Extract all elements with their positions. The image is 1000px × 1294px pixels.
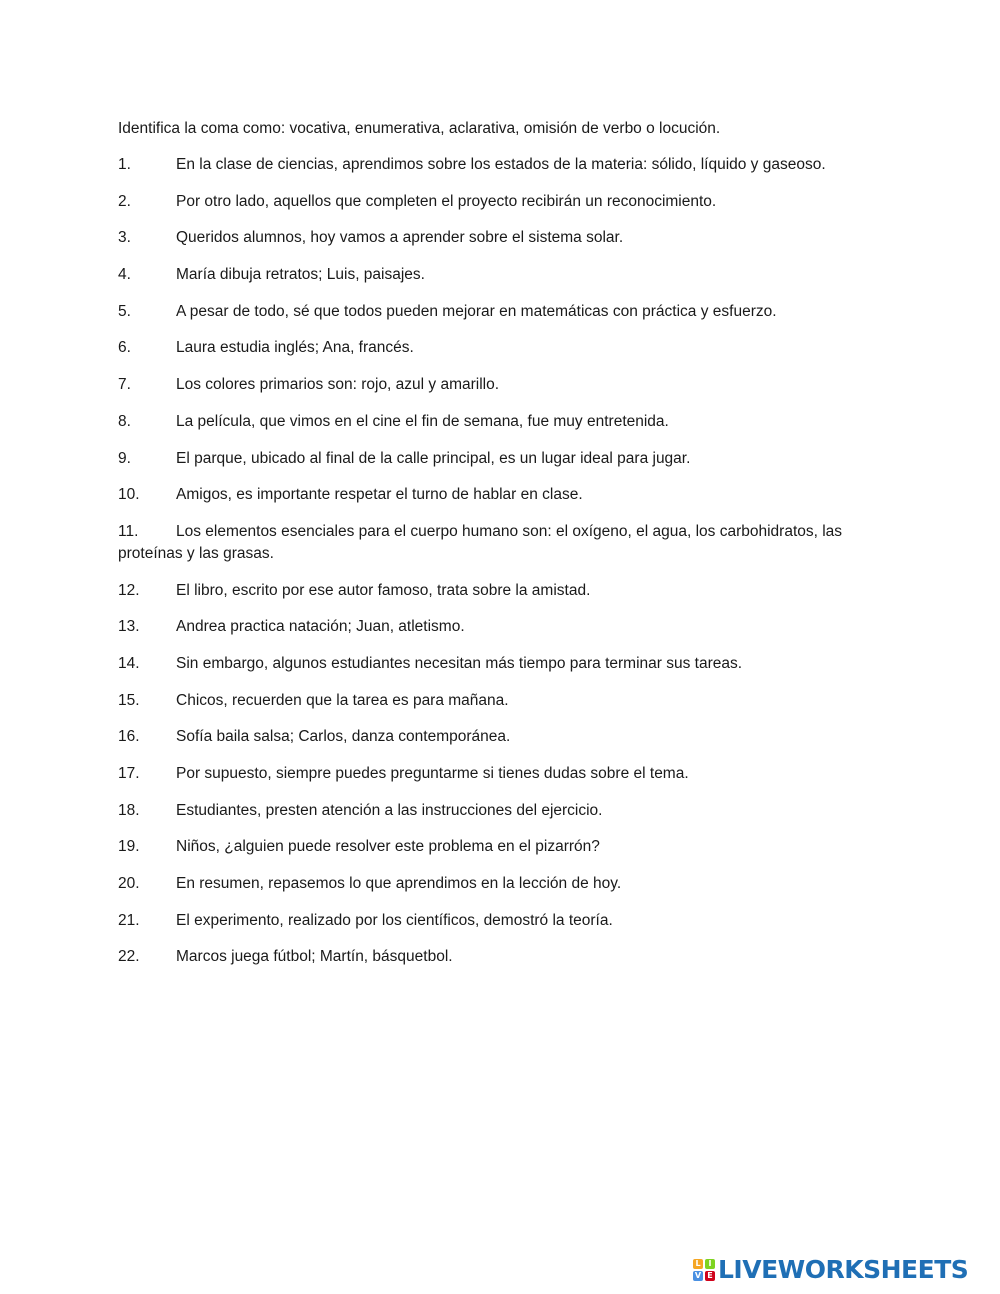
exercise-number: 22.: [118, 948, 140, 966]
exercise-number: 18.: [118, 801, 140, 819]
exercise-sentence: Marcos juega fútbol; Martín, básquetbol.: [176, 948, 453, 966]
exercise-number: 20.: [118, 875, 140, 893]
exercise-sentence: La película, que vimos en el cine el fin de semana, fue muy entretenida.: [176, 412, 669, 430]
logo-mark-cell: I: [705, 1259, 715, 1269]
exercise-number: 15.: [118, 691, 140, 709]
exercise-item: [118, 154, 888, 176]
exercise-number: 11.: [118, 522, 139, 540]
exercise-number: 13.: [118, 618, 140, 636]
exercise-item: [118, 411, 888, 433]
logo-text: LIVEWORKSHEETS: [718, 1255, 969, 1284]
exercise-sentence: El libro, escrito por ese autor famoso, trata sobre la amistad.: [176, 581, 591, 599]
exercise-sentence: Chicos, recuerden que la tarea es para mañana.: [176, 691, 509, 709]
worksheet-page: [118, 118, 888, 983]
exercise-sentence: El parque, ubicado al final de la calle principal, es un lugar ideal para jugar.: [176, 449, 691, 467]
exercise-sentence: En resumen, repasemos lo que aprendimos en la lección de hoy.: [176, 875, 622, 893]
exercise-number: 14.: [118, 654, 140, 672]
exercise-number: 12.: [118, 581, 140, 599]
exercise-item: [118, 616, 888, 638]
exercise-item: [118, 690, 888, 712]
exercise-item: [118, 227, 888, 249]
exercise-number: 1.: [118, 156, 131, 173]
exercise-item: [118, 337, 888, 359]
exercise-sentence: Sin embargo, algunos estudiantes necesitan más tiempo para terminar sus tareas.: [176, 654, 743, 672]
exercise-item: [118, 946, 888, 968]
exercise-number: 9.: [118, 449, 131, 467]
exercise-item: [118, 653, 888, 675]
exercise-number: 19.: [118, 838, 140, 856]
exercise-number: 21.: [118, 911, 140, 929]
exercise-item: [118, 374, 888, 396]
logo-mark-icon: [693, 1259, 715, 1281]
exercise-number: 16.: [118, 728, 140, 746]
exercise-item: [118, 580, 888, 602]
instruction-text: Identifica la coma como: vocativa, enumerativa, aclarativa, omisión de verbo o locución.: [118, 120, 721, 137]
logo-mark-cell: E: [705, 1271, 715, 1281]
exercise-sentence: Estudiantes, presten atención a las instrucciones del ejercicio.: [176, 801, 603, 819]
exercise-sentence: Queridos alumnos, hoy vamos a aprender sobre el sistema solar.: [176, 229, 624, 247]
exercise-item: [118, 763, 888, 785]
exercise-number: 10.: [118, 486, 140, 504]
exercise-sentence: Andrea practica natación; Juan, atletismo.: [176, 618, 465, 636]
exercise-number: 2.: [118, 192, 131, 210]
exercise-sentence: Los colores primarios son: rojo, azul y amarillo.: [176, 376, 500, 394]
exercise-item: [118, 910, 888, 932]
exercise-sentence: En la clase de ciencias, aprendimos sobre los estados de la materia: sólido, líquido y gaseoso.: [176, 156, 826, 173]
exercise-sentence: Por supuesto, siempre puedes preguntarme si tienes dudas sobre el tema.: [176, 765, 689, 782]
exercise-number: 4.: [118, 266, 131, 284]
exercise-item: [118, 836, 888, 858]
exercise-sentence: Sofía baila salsa; Carlos, danza contemporánea.: [176, 728, 511, 746]
exercise-number: 6.: [118, 339, 131, 357]
exercise-number: 8.: [118, 412, 131, 430]
exercise-item: [118, 800, 888, 822]
exercise-number: 3.: [118, 229, 131, 247]
exercise-item: [118, 726, 888, 748]
exercise-item: [118, 484, 888, 506]
exercise-item: [118, 191, 888, 213]
exercise-item: [118, 873, 888, 895]
exercise-sentence: Por otro lado, aquellos que completen el proyecto recibirán un reconocimiento.: [176, 192, 717, 210]
exercise-list: [118, 154, 888, 968]
exercise-sentence: Laura estudia inglés; Ana, francés.: [176, 339, 414, 357]
liveworksheets-logo: [693, 1256, 968, 1284]
exercise-sentence: Amigos, es importante respetar el turno de hablar en clase.: [176, 486, 583, 504]
exercise-sentence: María dibuja retratos; Luis, paisajes.: [176, 266, 425, 284]
exercise-sentence: Los elementos esenciales para el cuerpo humano son: el oxígeno, el agua, los carbohidratos, las proteínas y las grasas.: [118, 522, 843, 562]
exercise-number: 17.: [118, 765, 140, 782]
exercise-number: 7.: [118, 376, 131, 394]
exercise-sentence: A pesar de todo, sé que todos pueden mejorar en matemáticas con práctica y esfuerzo.: [176, 302, 777, 320]
exercise-number: 5.: [118, 302, 131, 320]
exercise-item: [118, 264, 888, 286]
exercise-item: [118, 301, 888, 323]
exercise-item: [118, 448, 888, 470]
exercise-sentence: Niños, ¿alguien puede resolver este problema en el pizarrón?: [176, 838, 600, 856]
exercise-sentence: El experimento, realizado por los científicos, demostró la teoría.: [176, 911, 613, 929]
logo-mark-cell: V: [694, 1271, 702, 1280]
logo-mark-cell: L: [693, 1259, 703, 1269]
exercise-item: [118, 521, 888, 565]
